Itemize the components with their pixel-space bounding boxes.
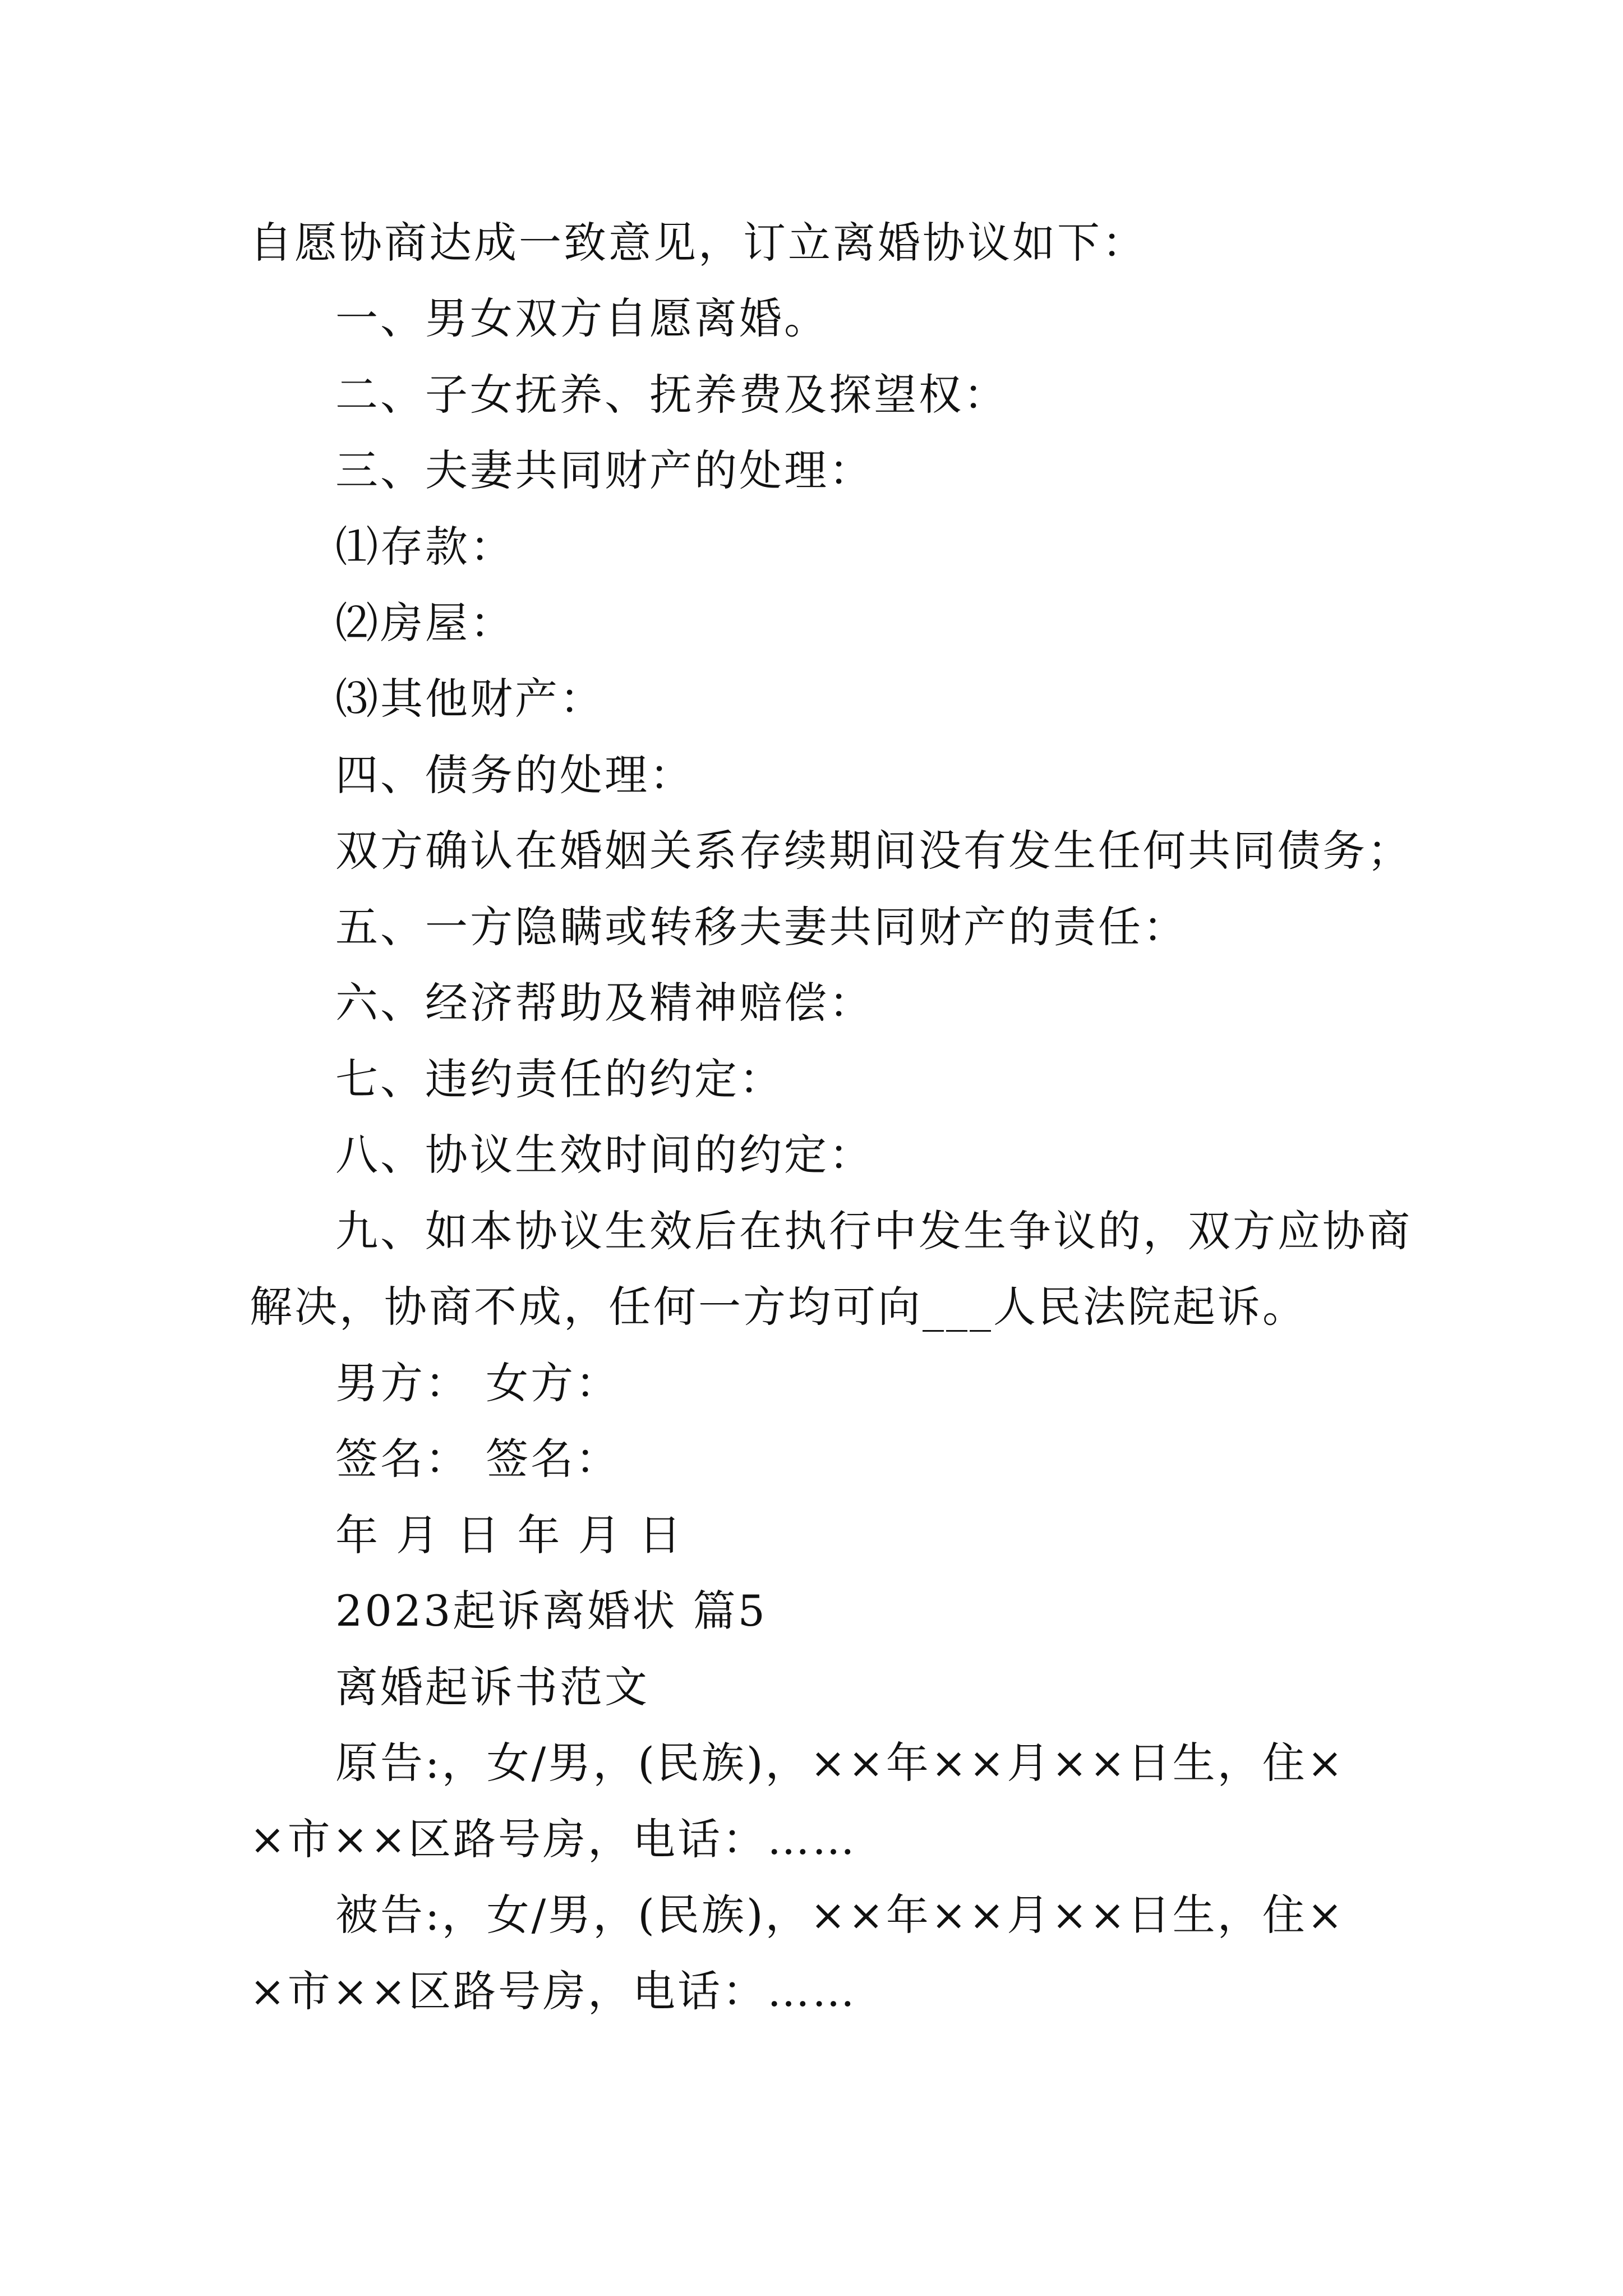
text-line: ⑶其他财产： <box>335 674 605 724</box>
text-line: 原告:，女/男，(民族)，××年××月××日生，住× <box>335 1738 1345 1788</box>
section-subheading: 离婚起诉书范文 <box>335 1662 649 1712</box>
text-line: 三、夫妻共同财产的处理： <box>335 445 874 495</box>
text-line: 签名： 签名： <box>335 1434 621 1484</box>
text-line: 五、一方隐瞒或转移夫妻共同财产的责任： <box>335 902 1188 952</box>
text-line: 二、子女抚养、抚养费及探望权： <box>335 370 1008 420</box>
text-line: 双方确认在婚姻关系存续期间没有发生任何共同债务； <box>335 826 1412 876</box>
text-line: 九、如本协议生效后在执行中发生争议的，双方应协商 <box>335 1206 1412 1256</box>
text-line: ×市××区路号房，电话：…… <box>250 1966 857 2016</box>
text-line: 六、经济帮助及精神赔偿： <box>335 978 874 1028</box>
text-line: 解决，协商不成，任何一方均可向___人民法院起诉。 <box>250 1282 1307 1332</box>
text-line: 四、债务的处理： <box>335 750 694 800</box>
text-line: ×市××区路号房，电话：…… <box>250 1814 857 1864</box>
text-line: 男方： 女方： <box>335 1358 621 1408</box>
text-line: 七、违约责任的约定： <box>335 1054 784 1104</box>
text-line: 被告:，女/男，(民族)，××年××月××日生，住× <box>335 1890 1345 1940</box>
text-line: 自愿协商达成一致意见，订立离婚协议如下： <box>250 218 1147 268</box>
text-line: 年 月 日 年 月 日 <box>335 1510 684 1560</box>
text-line: 八、协议生效时间的约定： <box>335 1130 874 1180</box>
section-heading: 2023起诉离婚状 篇5 <box>335 1586 767 1636</box>
text-line: ⑵房屋： <box>335 598 515 648</box>
text-line: 一、男女双方自愿离婚。 <box>335 293 829 343</box>
text-line: ⑴存款： <box>335 522 515 572</box>
